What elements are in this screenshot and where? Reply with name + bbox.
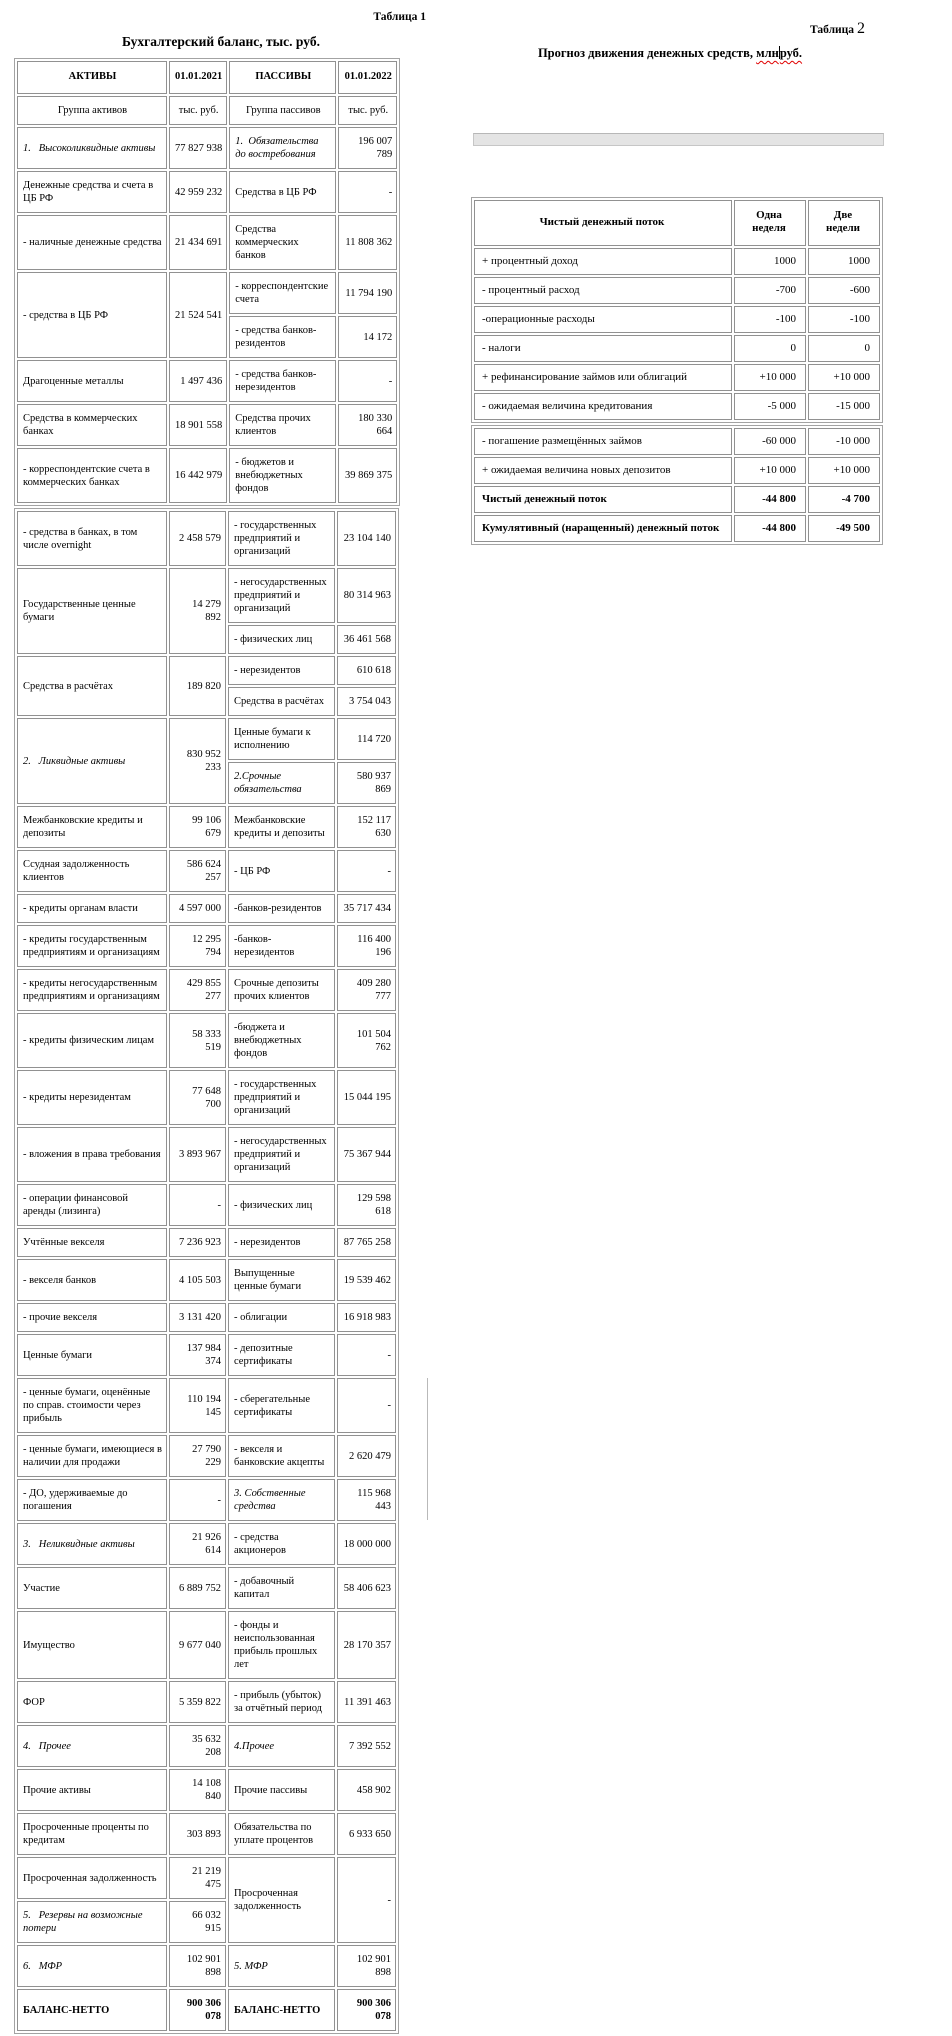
table-row — [17, 925, 396, 967]
cell[interactable]: 6 889 752 — [169, 1567, 226, 1609]
table-section — [14, 508, 399, 2034]
table-row — [17, 1479, 396, 1521]
cell[interactable]: 36 461 568 — [337, 625, 396, 654]
table-row — [17, 1184, 396, 1226]
cell[interactable]: 102 901 898 — [337, 1945, 396, 1987]
cell[interactable]: - наличные денежные средства — [17, 215, 167, 270]
cell[interactable]: - фонды и неиспользованная прибыль прошлых лет — [228, 1611, 335, 1679]
cell[interactable]: -44 800 — [734, 486, 806, 513]
cell[interactable]: - ДО, удерживаемые до погашения — [17, 1479, 167, 1521]
table-row — [17, 61, 397, 94]
header-cell[interactable]: Группа пассивов — [229, 96, 336, 125]
cell[interactable]: 189 820 — [169, 656, 226, 716]
cell[interactable]: Средства прочих клиентов — [229, 404, 336, 446]
cell[interactable]: - средства акционеров — [228, 1523, 335, 1565]
table-row — [17, 1523, 396, 1565]
table-row — [17, 1127, 396, 1182]
cell[interactable]: + ожидаемая величина новых депозитов — [474, 457, 732, 484]
cell[interactable]: - добавочный капитал — [228, 1567, 335, 1609]
cell[interactable]: - — [338, 171, 397, 213]
table2-title-word2: руб. — [779, 46, 803, 60]
header-cell[interactable]: Чистый денежный поток — [474, 200, 732, 246]
cell[interactable]: Государственные ценные бумаги — [17, 568, 167, 654]
table1-caption[interactable]: Таблица 1 — [373, 11, 426, 23]
cell[interactable]: -49 500 — [808, 515, 880, 542]
cell[interactable]: 58 406 623 — [337, 1567, 396, 1609]
cell[interactable]: 1 497 436 — [169, 360, 227, 402]
table-row — [17, 1989, 396, 2031]
cell[interactable]: Выпущенные ценные бумаги — [228, 1259, 335, 1301]
cell[interactable]: 16 918 983 — [337, 1303, 396, 1332]
cell[interactable]: - средства банков-резидентов — [229, 316, 336, 358]
table-row — [17, 1857, 396, 1899]
cell[interactable]: 6. МФР — [17, 1945, 167, 1987]
cell[interactable]: Средства коммерческих банков — [229, 215, 336, 270]
cell[interactable]: Просроченные проценты по кредитам — [17, 1813, 167, 1855]
table-section — [14, 58, 400, 506]
cell[interactable]: 7 392 552 — [337, 1725, 396, 1767]
cell[interactable]: 27 790 229 — [169, 1435, 226, 1477]
cell[interactable]: -60 000 — [734, 428, 806, 455]
table-row — [17, 272, 397, 314]
cell[interactable]: 15 044 195 — [337, 1070, 396, 1125]
cell[interactable]: - нерезидентов — [228, 656, 335, 685]
cell[interactable]: 2.Срочные обязательства — [228, 762, 335, 804]
cell[interactable]: - средства банков-нерезидентов — [229, 360, 336, 402]
table-row — [17, 1259, 396, 1301]
cell[interactable]: 4 597 000 — [169, 894, 226, 923]
cell[interactable]: 0 — [734, 335, 806, 362]
table-row — [17, 1070, 396, 1125]
cell[interactable]: 1. Обязательства до востребования — [229, 127, 336, 169]
cell[interactable]: Межбанковские кредиты и депозиты — [17, 806, 167, 848]
cell[interactable]: - кредиты негосударственным предприятиям и организациям — [17, 969, 167, 1011]
cell[interactable]: - корреспондентские счета — [229, 272, 336, 314]
cell[interactable]: - прибыль (убыток) за отчётный период — [228, 1681, 335, 1723]
table-row — [474, 277, 880, 304]
cell[interactable]: 180 330 664 — [338, 404, 397, 446]
cell[interactable]: 18 901 558 — [169, 404, 227, 446]
table-row — [17, 360, 397, 402]
cell[interactable]: +10 000 — [734, 457, 806, 484]
cell[interactable]: 1000 — [808, 248, 880, 275]
cell[interactable]: Имущество — [17, 1611, 167, 1679]
cell[interactable]: + рефинансирование займов или облигаций — [474, 364, 732, 391]
cell[interactable]: 458 902 — [337, 1769, 396, 1811]
cell[interactable]: - негосударственных предприятий и организаций — [228, 568, 335, 623]
cell[interactable]: -100 — [734, 306, 806, 333]
cell[interactable]: 2. Ликвидные активы — [17, 718, 167, 804]
cell[interactable]: Прочие пассивы — [228, 1769, 335, 1811]
cell[interactable]: 3 754 043 — [337, 687, 396, 716]
header-cell[interactable]: тыс. руб. — [169, 96, 227, 125]
table-row — [474, 457, 880, 484]
cell[interactable]: - депозитные сертификаты — [228, 1334, 335, 1376]
cell[interactable]: Средства в ЦБ РФ — [229, 171, 336, 213]
cell[interactable]: 87 765 258 — [337, 1228, 396, 1257]
cell[interactable]: - государственных предприятий и организаций — [228, 1070, 335, 1125]
cell[interactable]: Межбанковские кредиты и депозиты — [228, 806, 335, 848]
cell[interactable]: 14 108 840 — [169, 1769, 226, 1811]
cell[interactable]: 610 618 — [337, 656, 396, 685]
header-cell[interactable]: ПАССИВЫ — [229, 61, 336, 94]
cell[interactable]: 35 717 434 — [337, 894, 396, 923]
cell[interactable]: 42 959 232 — [169, 171, 227, 213]
cell[interactable]: Средства в расчётах — [17, 656, 167, 716]
cell[interactable]: - — [337, 1334, 396, 1376]
cell[interactable]: +10 000 — [808, 457, 880, 484]
table-row — [17, 511, 396, 566]
table-row — [17, 1945, 396, 1987]
cell[interactable]: - векселя банков — [17, 1259, 167, 1301]
cell[interactable]: 16 442 979 — [169, 448, 227, 503]
cell[interactable]: БАЛАНС-НЕТТО — [228, 1989, 335, 2031]
cell[interactable]: 3. Неликвидные активы — [17, 1523, 167, 1565]
cell[interactable]: 28 170 357 — [337, 1611, 396, 1679]
cell[interactable]: 1. Высоколиквидные активы — [17, 127, 167, 169]
cell[interactable]: 3 131 420 — [169, 1303, 226, 1332]
cell[interactable]: - бюджетов и внебюджетных фондов — [229, 448, 336, 503]
table-row — [17, 1013, 396, 1068]
cell[interactable]: 21 434 691 — [169, 215, 227, 270]
cell[interactable]: ФОР — [17, 1681, 167, 1723]
cell[interactable]: БАЛАНС-НЕТТО — [17, 1989, 167, 2031]
cell[interactable]: Обязательства по уплате процентов — [228, 1813, 335, 1855]
cell[interactable]: -4 700 — [808, 486, 880, 513]
cell[interactable]: 99 106 679 — [169, 806, 226, 848]
cell[interactable]: - средства в ЦБ РФ — [17, 272, 167, 358]
cell[interactable]: - налоги — [474, 335, 732, 362]
cell[interactable]: - сберегательные сертификаты — [228, 1378, 335, 1433]
cell[interactable]: - — [337, 850, 396, 892]
cell[interactable]: -5 000 — [734, 393, 806, 420]
table2-title[interactable] — [452, 46, 888, 61]
cell[interactable]: 900 306 078 — [337, 1989, 396, 2031]
table-row — [17, 894, 396, 923]
table-row — [474, 248, 880, 275]
cell[interactable]: Чистый денежный поток — [474, 486, 732, 513]
table2-caption-label: Таблица — [810, 24, 857, 36]
cell[interactable]: 196 007 789 — [338, 127, 397, 169]
cell[interactable]: - негосударственных предприятий и организаций — [228, 1127, 335, 1182]
table-row — [474, 200, 880, 246]
cell[interactable]: 35 632 208 — [169, 1725, 226, 1767]
cell[interactable]: - ценные бумаги, оценённые по справ. стоимости через прибыль — [17, 1378, 167, 1433]
cell[interactable]: Ценные бумаги — [17, 1334, 167, 1376]
cell[interactable]: -15 000 — [808, 393, 880, 420]
cell[interactable]: - ЦБ РФ — [228, 850, 335, 892]
cell[interactable]: - кредиты нерезидентам — [17, 1070, 167, 1125]
cell[interactable]: - операции финансовой аренды (лизинга) — [17, 1184, 167, 1226]
cell[interactable]: - физических лиц — [228, 1184, 335, 1226]
table-row — [17, 1435, 396, 1477]
cell[interactable]: 152 117 630 — [337, 806, 396, 848]
cell[interactable]: - кредиты физическим лицам — [17, 1013, 167, 1068]
cell[interactable]: 66 032 915 — [169, 1901, 226, 1943]
cell[interactable]: Прочие активы — [17, 1769, 167, 1811]
table2-title-prefix: Прогноз движения денежных средств, — [537, 46, 757, 60]
cell[interactable]: -10 000 — [808, 428, 880, 455]
table-row — [17, 1813, 396, 1855]
table2-caption[interactable] — [810, 20, 865, 38]
header-cell[interactable]: Одна неделя — [734, 200, 806, 246]
cell[interactable]: + процентный доход — [474, 248, 732, 275]
cell[interactable]: -банков-нерезидентов — [228, 925, 335, 967]
table-section — [471, 425, 883, 545]
cell[interactable]: 110 194 145 — [169, 1378, 226, 1433]
cell[interactable]: 21 524 541 — [169, 272, 227, 358]
cell[interactable]: Кумулятивный (наращенный) денежный поток — [474, 515, 732, 542]
cell[interactable]: -700 — [734, 277, 806, 304]
table-row — [17, 568, 396, 623]
cell[interactable]: 129 598 618 — [337, 1184, 396, 1226]
table-row — [17, 215, 397, 270]
cell[interactable]: - — [169, 1184, 226, 1226]
cell[interactable]: - — [169, 1479, 226, 1521]
cell[interactable]: - — [338, 360, 397, 402]
cell[interactable]: Ссудная задолженность клиентов — [17, 850, 167, 892]
table1-title[interactable]: Бухгалтерский баланс, тыс. руб. — [122, 34, 320, 49]
table-row — [17, 404, 397, 446]
header-cell[interactable]: 01.01.2021 — [169, 61, 227, 94]
cell[interactable]: Средства в коммерческих банках — [17, 404, 167, 446]
table-row — [474, 515, 880, 542]
cell[interactable]: 4. Прочее — [17, 1725, 167, 1767]
table-row — [17, 127, 397, 169]
table-row — [474, 364, 880, 391]
cell[interactable]: 114 720 — [337, 718, 396, 760]
cell[interactable]: 5. Резервы на возможные потери — [17, 1901, 167, 1943]
cell[interactable]: 2 620 479 — [337, 1435, 396, 1477]
cell[interactable]: 3 893 967 — [169, 1127, 226, 1182]
cell[interactable]: +10 000 — [734, 364, 806, 391]
cell[interactable]: 429 855 277 — [169, 969, 226, 1011]
cell[interactable]: 12 295 794 — [169, 925, 226, 967]
cell[interactable]: Просроченная задолженность — [228, 1857, 335, 1943]
cell[interactable]: 21 926 614 — [169, 1523, 226, 1565]
cell[interactable]: - векселя и банковские акцепты — [228, 1435, 335, 1477]
balance-sheet-table — [14, 58, 400, 2036]
cell[interactable]: - облигации — [228, 1303, 335, 1332]
cell[interactable]: 116 400 196 — [337, 925, 396, 967]
cell[interactable]: - государственных предприятий и организаций — [228, 511, 335, 566]
cell[interactable]: - прочие векселя — [17, 1303, 167, 1332]
table-row — [17, 1681, 396, 1723]
cell[interactable]: - физических лиц — [228, 625, 335, 654]
cell[interactable]: 14 172 — [338, 316, 397, 358]
cell[interactable]: 75 367 944 — [337, 1127, 396, 1182]
table-row — [17, 1378, 396, 1433]
cell[interactable]: 4 105 503 — [169, 1259, 226, 1301]
cell[interactable]: 18 000 000 — [337, 1523, 396, 1565]
cell[interactable]: Средства в расчётах — [228, 687, 335, 716]
header-cell[interactable]: АКТИВЫ — [17, 61, 167, 94]
cell[interactable]: 115 968 443 — [337, 1479, 396, 1521]
cell[interactable]: 3. Собственные средства — [228, 1479, 335, 1521]
cell[interactable]: -600 — [808, 277, 880, 304]
table-row — [17, 448, 397, 503]
cell[interactable]: - процентный расход — [474, 277, 732, 304]
cell[interactable]: - погашение размещённых займов — [474, 428, 732, 455]
table-row — [17, 656, 396, 685]
cell[interactable]: - ценные бумаги, имеющиеся в наличии для продажи — [17, 1435, 167, 1477]
cell[interactable]: 586 624 257 — [169, 850, 226, 892]
cell[interactable]: -банков-резидентов — [228, 894, 335, 923]
cell[interactable]: -44 800 — [734, 515, 806, 542]
table-row — [17, 1725, 396, 1767]
cell[interactable]: 0 — [808, 335, 880, 362]
cell[interactable]: 9 677 040 — [169, 1611, 226, 1679]
cell[interactable]: -операционные расходы — [474, 306, 732, 333]
table-row — [17, 96, 397, 125]
cell[interactable]: +10 000 — [808, 364, 880, 391]
cell[interactable]: 11 808 362 — [338, 215, 397, 270]
table-row — [17, 1228, 396, 1257]
cell[interactable]: 102 901 898 — [169, 1945, 226, 1987]
table-section — [471, 197, 883, 423]
table-row — [17, 171, 397, 213]
table-row — [17, 1611, 396, 1679]
cell[interactable]: 6 933 650 — [337, 1813, 396, 1855]
table-row — [17, 1334, 396, 1376]
cell[interactable]: 77 648 700 — [169, 1070, 226, 1125]
cell[interactable]: 137 984 374 — [169, 1334, 226, 1376]
table2-title-word1: млн — [756, 46, 779, 60]
cell[interactable]: - кредиты органам власти — [17, 894, 167, 923]
cell[interactable]: 303 893 — [169, 1813, 226, 1855]
cell[interactable]: 39 869 375 — [338, 448, 397, 503]
cell[interactable]: Участие — [17, 1567, 167, 1609]
cell[interactable]: 101 504 762 — [337, 1013, 396, 1068]
header-cell[interactable]: Группа активов — [17, 96, 167, 125]
table-row — [474, 428, 880, 455]
cell[interactable]: Учтённые векселя — [17, 1228, 167, 1257]
header-cell[interactable]: тыс. руб. — [338, 96, 397, 125]
cell[interactable]: Просроченная задолженность — [17, 1857, 167, 1899]
cell[interactable]: - — [337, 1378, 396, 1433]
table-row — [17, 1769, 396, 1811]
table-row — [474, 486, 880, 513]
cell[interactable]: 900 306 078 — [169, 1989, 226, 2031]
cell[interactable]: 21 219 475 — [169, 1857, 226, 1899]
table2-caption-number: 2 — [856, 20, 865, 37]
table-row — [474, 335, 880, 362]
cell[interactable]: 7 236 923 — [169, 1228, 226, 1257]
cell[interactable]: 11 391 463 — [337, 1681, 396, 1723]
cashflow-table — [471, 197, 883, 547]
header-cell[interactable]: 01.01.2022 — [338, 61, 397, 94]
cell[interactable]: - средства в банках, в том числе overnight — [17, 511, 167, 566]
cell[interactable]: -бюджета и внебюджетных фондов — [228, 1013, 335, 1068]
table-row — [474, 306, 880, 333]
cell[interactable]: 23 104 140 — [337, 511, 396, 566]
cell[interactable]: - вложения в права требования — [17, 1127, 167, 1182]
cell[interactable]: 5 359 822 — [169, 1681, 226, 1723]
table-row — [17, 1303, 396, 1332]
cell[interactable]: Драгоценные металлы — [17, 360, 167, 402]
header-cell[interactable]: Две недели — [808, 200, 880, 246]
table-frame-artifact-line — [427, 1378, 428, 1520]
cell[interactable]: - нерезидентов — [228, 1228, 335, 1257]
table-row — [474, 393, 880, 420]
empty-table-placeholder-bar — [473, 133, 884, 146]
cell[interactable]: 5. МФР — [228, 1945, 335, 1987]
cell[interactable]: 11 794 190 — [338, 272, 397, 314]
cell[interactable]: 14 279 892 — [169, 568, 226, 654]
table-row — [17, 718, 396, 760]
cell[interactable]: - ожидаемая величина кредитования — [474, 393, 732, 420]
cell[interactable]: Денежные средства и счета в ЦБ РФ — [17, 171, 167, 213]
cell[interactable]: 4.Прочее — [228, 1725, 335, 1767]
cell[interactable]: 2 458 579 — [169, 511, 226, 566]
table-row — [17, 969, 396, 1011]
cell[interactable]: 1000 — [734, 248, 806, 275]
table-row — [17, 850, 396, 892]
cell[interactable]: 77 827 938 — [169, 127, 227, 169]
cell[interactable]: Ценные бумаги к исполнению — [228, 718, 335, 760]
cell[interactable]: - — [337, 1857, 396, 1943]
cell[interactable]: 580 937 869 — [337, 762, 396, 804]
cell[interactable]: - корреспондентские счета в коммерческих банках — [17, 448, 167, 503]
cell[interactable]: Срочные депозиты прочих клиентов — [228, 969, 335, 1011]
cell[interactable]: -100 — [808, 306, 880, 333]
table-row — [17, 1567, 396, 1609]
cell[interactable]: - кредиты государственным предприятиям и организациям — [17, 925, 167, 967]
table-row — [17, 806, 396, 848]
cell[interactable]: 409 280 777 — [337, 969, 396, 1011]
cell[interactable]: 58 333 519 — [169, 1013, 226, 1068]
cell[interactable]: 19 539 462 — [337, 1259, 396, 1301]
cell[interactable]: 830 952 233 — [169, 718, 226, 804]
cell[interactable]: 80 314 963 — [337, 568, 396, 623]
